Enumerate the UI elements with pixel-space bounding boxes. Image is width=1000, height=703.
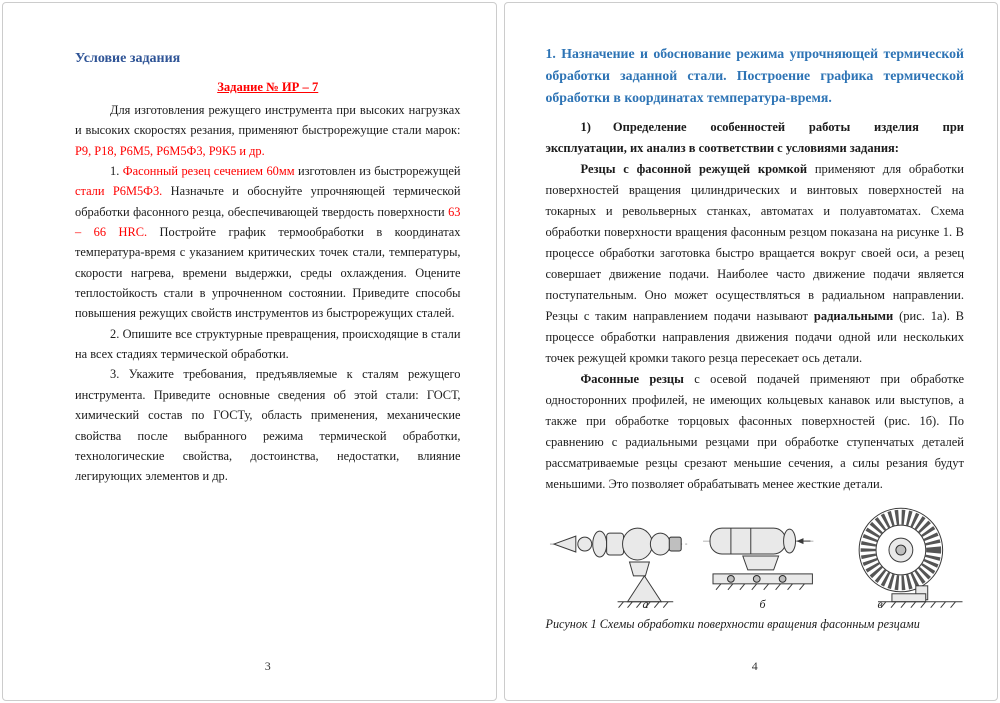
paragraph-axial-cutters bbox=[546, 369, 965, 495]
task-item-3-paragraph: 3. Укажите требования, предъявляемые к сталям режущего инструмента. Приведите основные сведения об этой стали: ГОСТ, химический состав по ГОСТу, область применения, механические свойства после выбранного режима термической обработки, технологические свойства, достоинства, недостатки, влияние легирующих элементов и др. bbox=[75, 367, 461, 484]
text-run-red-steel-grades: Р9, Р18, Р6М5, Р6М5Ф3, Р9К5 и др. bbox=[75, 143, 265, 158]
text-run: с осевой подачей применяют при обработке односторонних профилей, не имеющих кольцевых канавок или выступов, а также при обработке торцовых фасонных поверхностей (рис. 1б). По сравнению с радиальными резцами при обработке ступенчатых деталей рассматриваемые резцы срезают меньшие сечения, а силы резания будут меньшими. Это позволяет обрабатывать менее жесткие детали. bbox=[545, 372, 965, 492]
figure-1-image bbox=[546, 500, 965, 612]
text-run: применяют для обработки поверхностей вращения цилиндрических и винтовых поверхностей на токарных и револьверных станках, автоматах и полуавтоматах. Схема обработки поверхности вращения фасонным резцом показана на рисунке 1. В процессе обработки заготовка быстро вращается вокруг своей оси, а резец совершает движение подачи. Наиболее часто движение подачи является поступательным. Оно может осуществляться в радиальном направлении. Резцы с таким направлением подачи называют bbox=[545, 162, 964, 324]
scheme-a-drawing bbox=[549, 529, 686, 609]
text-run: Постройте график термообработки в координатах температура-время с указанием критических точек стали, температуры, скорости нагрева, времени выдержки, среды охлаждения. Оцените теплостойкость стали в упрочненном состоянии. Приведите способы повышения режущих свойств инструментов из быстрорежущих сталей. bbox=[75, 225, 461, 321]
page-4-content bbox=[505, 3, 998, 632]
page-title: Условие задания bbox=[75, 51, 181, 66]
scheme-v-drawing bbox=[859, 509, 962, 608]
section-heading: 1. Назначение и обоснование режима упрочняющей термической обработки заданной стали. Построение графика термической обработки в координатах температура-время. bbox=[545, 46, 964, 105]
text-run-bold-radial: радиальными bbox=[813, 309, 894, 324]
task-intro-paragraph bbox=[75, 100, 461, 161]
figure-sublabel-a: а bbox=[642, 597, 649, 612]
figure-sublabel-v: в bbox=[877, 597, 883, 612]
page-number-3: 3 bbox=[264, 659, 271, 673]
text-run-red-steel: стали Р6М5Ф3. bbox=[75, 184, 163, 199]
figure-caption: Рисунок 1 Схемы обработки поверхности вращения фасонным резцами bbox=[545, 617, 920, 632]
text-run-red-cutter: Фасонный резец сечением 60мм bbox=[122, 164, 295, 179]
text-run-red-hardness: 63 – 66 HRC. bbox=[75, 204, 461, 240]
task-item-1-paragraph bbox=[75, 161, 461, 324]
text-run: 1. bbox=[110, 164, 123, 179]
figure-sublabel-b: б bbox=[759, 597, 766, 612]
text-run-bold: Резцы с фасонной режущей кромкой bbox=[580, 162, 808, 177]
page-number-4: 4 bbox=[751, 659, 758, 673]
text-run: (рис. 1а). В процессе обработки направления движения подачи одной или нескольких точек режущей кромки такого резца пересекает ось детали. bbox=[545, 309, 965, 366]
list-number: 1) bbox=[580, 120, 591, 135]
page-4 bbox=[504, 2, 999, 701]
text-run: Назначьте и обоснуйте упрочняющей термической обработки фасонного резца, обеспечивающей твердость поверхности bbox=[75, 184, 461, 219]
task-item-2-paragraph: 2. Опишите все структурные превращения, происходящие в стали на всех стадиях термической обработки. bbox=[75, 326, 461, 362]
page-3-content bbox=[3, 3, 496, 487]
text-run: Для изготовления режущего инструмента при высоких нагрузках и высоких скоростях резания, применяют быстрорежущие стали марок: bbox=[75, 103, 461, 138]
list-text: Определение особенностей работы изделия при эксплуатации, их анализ в соответствии с условиями задания: bbox=[545, 120, 964, 156]
text-run: изготовлен из быстрорежущей bbox=[294, 164, 461, 179]
page-3 bbox=[2, 2, 497, 701]
lathe-machining-schemes-drawing bbox=[546, 500, 965, 612]
text-run-bold: Фасонные резцы bbox=[580, 372, 684, 387]
scheme-b-drawing bbox=[703, 529, 814, 591]
paragraph-shaped-cutters bbox=[546, 159, 965, 369]
numbered-subitem-1 bbox=[546, 117, 965, 159]
task-number-heading: Задание № ИР – 7 bbox=[217, 80, 319, 94]
